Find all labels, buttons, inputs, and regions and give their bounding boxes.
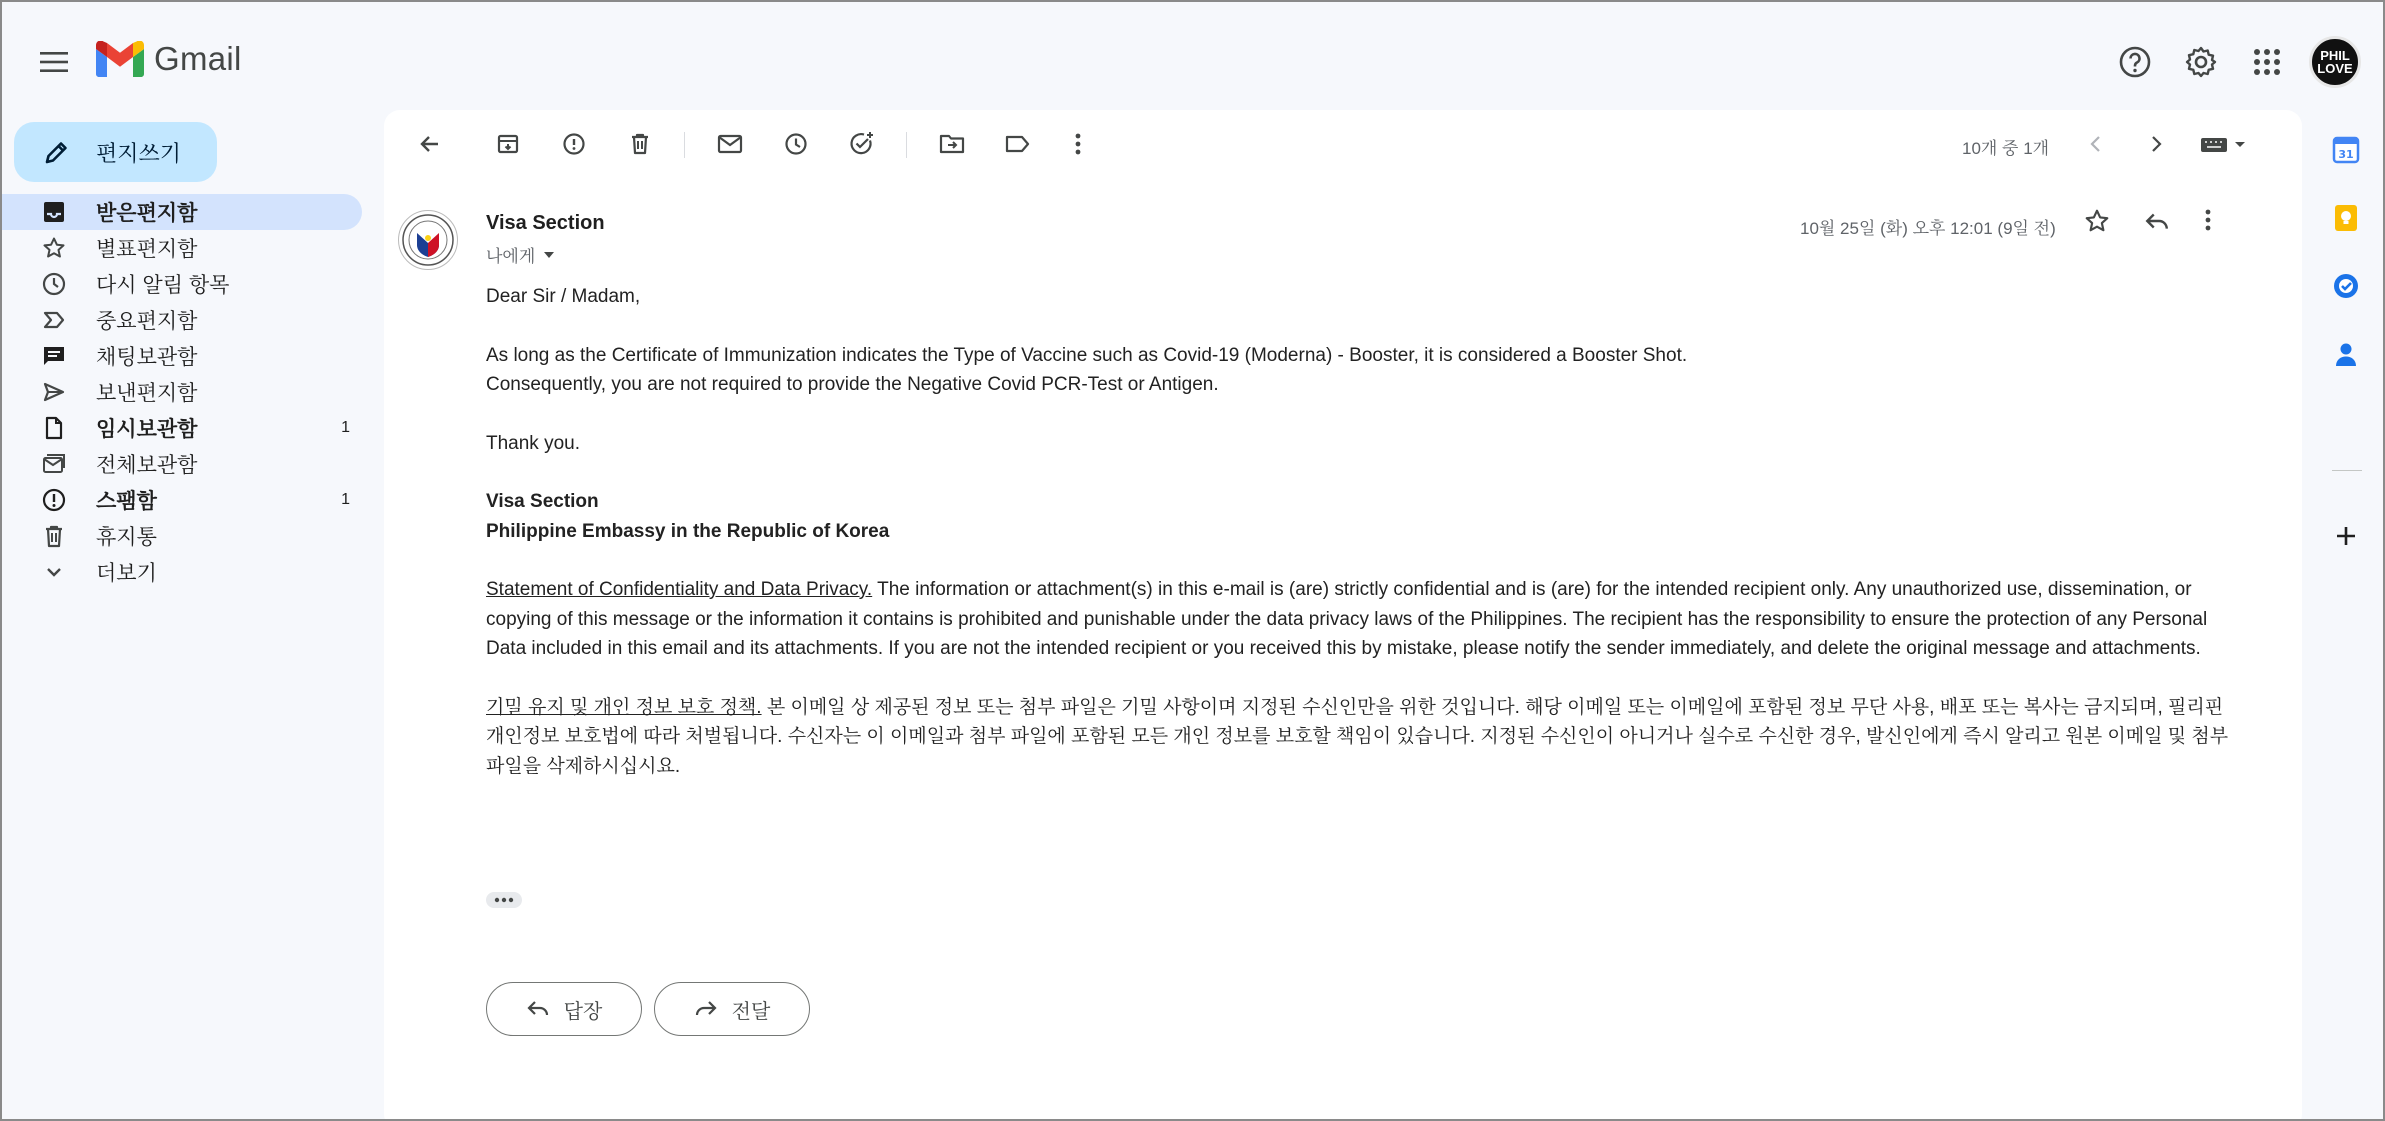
star-icon[interactable] — [2084, 208, 2110, 239]
svg-text:31: 31 — [2338, 148, 2354, 161]
move-to-icon[interactable] — [930, 122, 974, 166]
chevron-down-icon — [40, 558, 68, 586]
label-icon[interactable] — [996, 122, 1040, 166]
compose-label: 편지쓰기 — [96, 140, 182, 166]
mark-unread-icon[interactable] — [708, 122, 752, 166]
forward-arrow-icon — [694, 998, 718, 1020]
confidentiality-notice: Statement of Confidentiality and Data Privacy. The information or attachment(s) in this e-mail is (are) strictly confidential and is (are) for the intended recipient only. Any unauthorized use, dissemination, or copying of this message or the information it contains is prohibited and punishable under the data privacy laws of the Philippines. The recipient has the responsibility to ensure the protection of any Personal Data included in this email and its attachments. If you are not the intended recipient or you received this by mistake, please notify the sender immediately, and delete the original message and attachments. — [486, 579, 2208, 659]
trash-icon — [40, 522, 68, 550]
greeting: Dear Sir / Madam, — [486, 286, 641, 307]
snooze-icon[interactable] — [774, 122, 818, 166]
star-icon — [40, 234, 68, 262]
apps-grid-icon[interactable] — [2243, 38, 2291, 86]
sidebar-item-important[interactable]: 중요편지함 — [2, 302, 362, 338]
body-paragraph: As long as the Certificate of Immunization indicates the Type of Vaccine such as Covid-19 (Moderna) - Booster, it is considered a Booster Shot. Consequently, you are not required to provide the Negative Covid PCR-Test or Antigen. — [486, 344, 1688, 395]
add-task-icon[interactable] — [840, 122, 884, 166]
clock-icon — [40, 270, 68, 298]
message-body — [486, 282, 2246, 810]
sender-name[interactable]: Visa Section — [486, 212, 605, 234]
recipient-label: 나에게 — [486, 247, 536, 266]
confidentiality-notice-korean: 기밀 유지 및 개인 정보 보호 정책. 본 이메일 상 제공된 정보 또는 첨부 파일은 기밀 사항이며 지정된 수신인만을 위한 것입니다. 해당 이메일 또는 이메일에 포함된 정보 무단 사용, 배포 또는 복사는 금지되며, 필리핀 개인정보 보호법에 따라 처벌됩니다. 수신자는 이 이메일과 첨부 파일에 포함된 모든 개인 정보를 보호할 책임이 있습니다. 지정된 수신인이 아니거나 실수로 수신한 경우, 발신인에게 즉시 알리고 원본 이메일 및 첨부 파일을 삭제하시십시요. — [486, 696, 2229, 777]
keep-icon[interactable] — [2330, 202, 2362, 234]
hamburger-menu-icon[interactable] — [30, 38, 78, 86]
message-toolbar — [384, 110, 2302, 182]
sender-avatar[interactable] — [398, 210, 458, 270]
side-panel-rail — [2302, 110, 2385, 1121]
rail-divider — [2332, 470, 2362, 471]
reply-button[interactable]: 답장 — [486, 982, 642, 1036]
tasks-icon[interactable] — [2330, 270, 2362, 302]
spam-icon — [40, 486, 68, 514]
message-more-icon[interactable] — [2204, 208, 2212, 237]
gmail-logo[interactable] — [96, 40, 242, 78]
sidebar-item-trash[interactable]: 휴지통 — [2, 518, 362, 554]
sidebar-item-spam[interactable]: 스팸함 1 — [2, 482, 362, 518]
sidebar-item-drafts[interactable]: 임시보관함 1 — [2, 410, 362, 446]
pencil-icon — [44, 139, 70, 165]
back-arrow-icon[interactable] — [408, 122, 452, 166]
top-header — [2, 2, 2383, 122]
sidebar-item-more[interactable]: 더보기 — [2, 554, 362, 590]
toolbar-divider — [684, 132, 685, 158]
add-icon[interactable] — [2330, 520, 2362, 552]
show-trimmed-content-button[interactable] — [486, 892, 522, 908]
caret-down-icon — [543, 251, 555, 259]
delete-icon[interactable] — [618, 122, 662, 166]
more-vert-icon[interactable] — [1056, 122, 1100, 166]
thanks-line: Thank you. — [486, 432, 580, 454]
prev-icon[interactable] — [2074, 122, 2118, 166]
sidebar-item-sent[interactable]: 보낸편지함 — [2, 374, 362, 410]
report-spam-icon[interactable] — [552, 122, 596, 166]
chat-icon — [40, 342, 68, 370]
archive-icon[interactable] — [486, 122, 530, 166]
forward-button[interactable]: 전달 — [654, 982, 810, 1036]
settings-gear-icon[interactable] — [2177, 38, 2225, 86]
reply-arrow-icon — [526, 998, 550, 1020]
app-title: Gmail — [154, 40, 242, 77]
sidebar-item-snoozed[interactable]: 다시 알림 항목 — [2, 266, 362, 302]
pagination-text: 10개 중 1개 — [1962, 139, 2050, 158]
send-icon — [40, 378, 68, 406]
gmail-m-icon — [96, 41, 144, 77]
compose-button[interactable] — [14, 122, 217, 182]
header-actions — [2111, 36, 2361, 88]
sidebar-item-inbox[interactable]: 받은편지함 — [2, 194, 362, 230]
sidebar-item-chats[interactable]: 채팅보관함 — [2, 338, 362, 374]
sidebar-item-starred[interactable]: 별표편지함 — [2, 230, 362, 266]
draft-file-icon — [40, 414, 68, 442]
next-icon[interactable] — [2134, 122, 2178, 166]
toolbar-divider — [906, 132, 907, 158]
sidebar-item-all-mail[interactable]: 전체보관함 — [2, 446, 362, 482]
message-view — [384, 110, 2302, 1121]
important-label-icon — [40, 306, 68, 334]
reply-icon[interactable] — [2144, 208, 2170, 239]
recipient-details[interactable] — [486, 242, 555, 267]
embassy-seal-icon — [401, 213, 455, 267]
account-avatar[interactable]: PHIL LOVE — [2309, 36, 2361, 88]
sidebar-nav — [2, 194, 362, 590]
signature: Visa Section Philippine Embassy in the Republic of Korea — [486, 491, 890, 542]
contacts-icon[interactable] — [2330, 338, 2362, 370]
calendar-icon[interactable] — [2330, 134, 2362, 166]
help-icon[interactable] — [2111, 38, 2159, 86]
ellipsis-icon — [493, 897, 515, 903]
keyboard-icon[interactable] — [2194, 122, 2254, 166]
all-mail-icon — [40, 450, 68, 478]
inbox-icon — [40, 198, 68, 226]
message-date: 10월 25일 (화) 오후 12:01 (9일 전) — [1800, 219, 2056, 238]
